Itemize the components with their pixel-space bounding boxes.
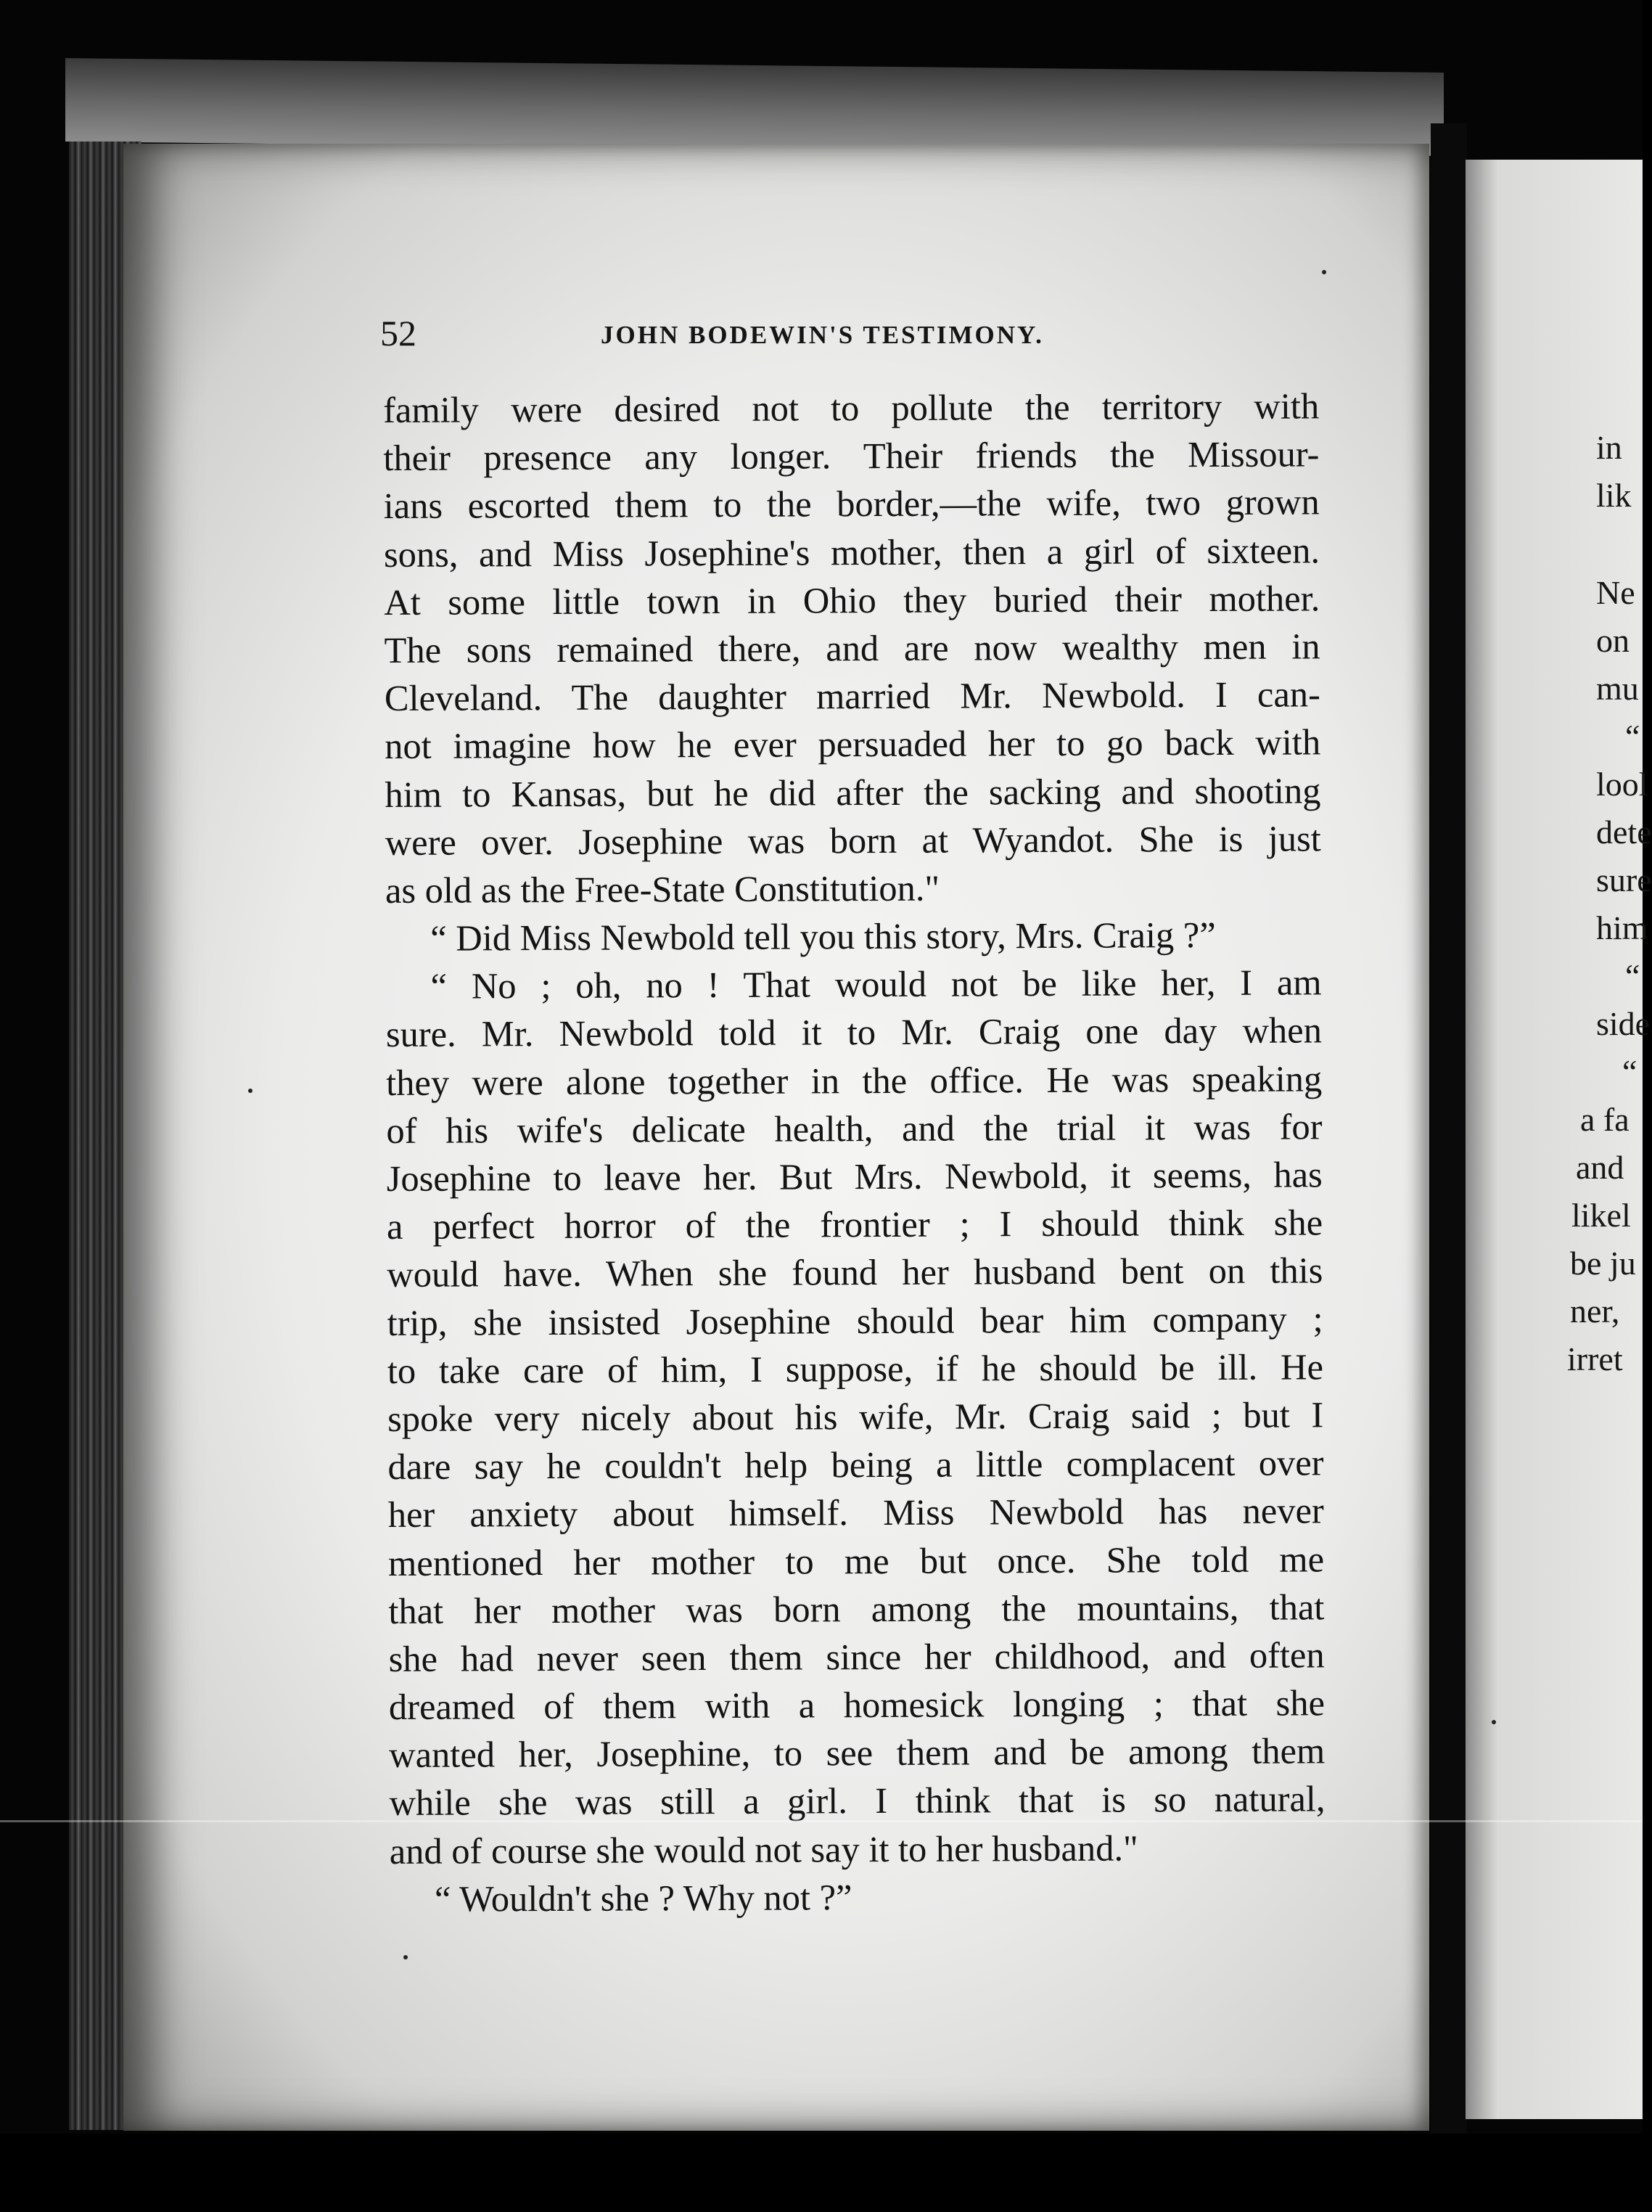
facing-page-fragment: dete	[1596, 814, 1652, 851]
facing-page-fragment: ner,	[1570, 1293, 1620, 1330]
text-line: and of course she would not say it to her husband."	[389, 1827, 1138, 1872]
facing-page-fragment: “	[1622, 1053, 1637, 1090]
facing-page-fragment: side	[1596, 1005, 1651, 1042]
running-head: JOHN BODEWIN'S TESTIMONY.	[601, 321, 1044, 349]
text-line: dare say he couldn't help being a little complacent over	[387, 1442, 1324, 1488]
facing-page-fragment: him	[1596, 909, 1648, 946]
text-line: At some little town in Ohio they buried their mother.	[384, 578, 1320, 623]
text-line: Josephine to leave her. But Mrs. Newbold, it seems, has	[386, 1154, 1323, 1199]
paper-speck	[1322, 270, 1326, 274]
text-line: “ Did Miss Newbold tell you this story, Mrs. Craig ?”	[430, 914, 1216, 959]
text-line: wanted her, Josephine, to see them and be among them	[389, 1730, 1326, 1776]
scan-bottom-border	[0, 2134, 1643, 2212]
text-line: The sons remained there, and are now wealthy men in	[384, 626, 1320, 671]
text-line: dreamed of them with a homesick longing ; that she	[388, 1682, 1326, 1728]
text-line: “ No ; oh, no ! That would not be like her, I am	[430, 962, 1322, 1007]
text-line: while she was still a girl. I think that is so natural,	[389, 1778, 1326, 1824]
paper-speck	[248, 1089, 252, 1093]
text-line: him to Kansas, but he did after the sacking and shooting	[385, 769, 1321, 815]
facing-page-fragment: Ne	[1596, 574, 1635, 611]
facing-page-fragment: irret	[1567, 1340, 1623, 1377]
text-line: not imagine how he ever persuaded her to go back with	[385, 721, 1321, 767]
text-line: spoke very nicely about his wife, Mr. Craig said ; but I	[387, 1394, 1324, 1439]
paper-speck	[1492, 1720, 1496, 1724]
facing-page-fragment: “	[1625, 718, 1640, 755]
text-line: a perfect horror of the frontier ; I should think she	[386, 1202, 1323, 1248]
paper-speck	[403, 1955, 408, 1959]
text-line: ians escorted them to the border,—the wife, two grown	[383, 481, 1320, 527]
text-line: would have. When she found her husband bent on this	[387, 1250, 1323, 1295]
text-line: were over. Josephine was born at Wyandot. She is just	[385, 818, 1321, 863]
text-line: sure. Mr. Newbold told it to Mr. Craig one day when	[385, 1009, 1323, 1055]
facing-page-fragment: sure	[1596, 861, 1652, 898]
text-line: trip, she insisted Josephine should bear him company ;	[387, 1298, 1323, 1343]
body-text	[383, 382, 1326, 1923]
page-gutter	[1431, 123, 1467, 2155]
page-number: 52	[380, 313, 416, 353]
text-line: that her mother was born among the mountains, that	[388, 1586, 1325, 1631]
facing-page-fragment: be ju	[1570, 1245, 1636, 1282]
text-line: sons, and Miss Josephine's mother, then a girl of sixteen.	[383, 529, 1320, 575]
page-header	[380, 312, 1367, 363]
facing-page-fragment: likel	[1571, 1197, 1631, 1234]
text-line: her anxiety about himself. Miss Newbold has never	[387, 1490, 1324, 1536]
text-line: Cleveland. The daughter married Mr. Newbold. I can-	[384, 673, 1320, 719]
text-line: mentioned her mother to me but once. She told me	[387, 1538, 1325, 1584]
facing-page-fragment: lool	[1596, 766, 1648, 803]
facing-page-fragment: on	[1596, 622, 1630, 659]
text-line: family were desired not to pollute the territory with	[383, 385, 1320, 430]
facing-page-fragment: “	[1625, 957, 1640, 994]
scan-artifact-line	[0, 1820, 1643, 1822]
facing-page-fragment: lik	[1596, 477, 1632, 514]
text-line: they were alone together in the office. He was speaking	[386, 1057, 1323, 1103]
text-line: their presence any longer. Their friends the Missour-	[383, 433, 1320, 479]
text-line: “ Wouldn't she ? Why not ?”	[434, 1877, 852, 1920]
text-line: to take care of him, I suppose, if he should be ill. He	[387, 1346, 1324, 1391]
text-line: she had never seen them since her childhood, and often	[388, 1634, 1325, 1679]
facing-page-fragment: and	[1576, 1149, 1624, 1186]
facing-page-fragment: a fa	[1580, 1101, 1630, 1138]
page-top-shadow	[65, 58, 1444, 156]
facing-page-fragment: mu	[1596, 670, 1639, 707]
text-line: of his wife's delicate health, and the trial it was for	[386, 1106, 1323, 1151]
text-line: as old as the Free-State Constitution."	[385, 867, 940, 911]
facing-page-fragment: in	[1596, 429, 1622, 466]
